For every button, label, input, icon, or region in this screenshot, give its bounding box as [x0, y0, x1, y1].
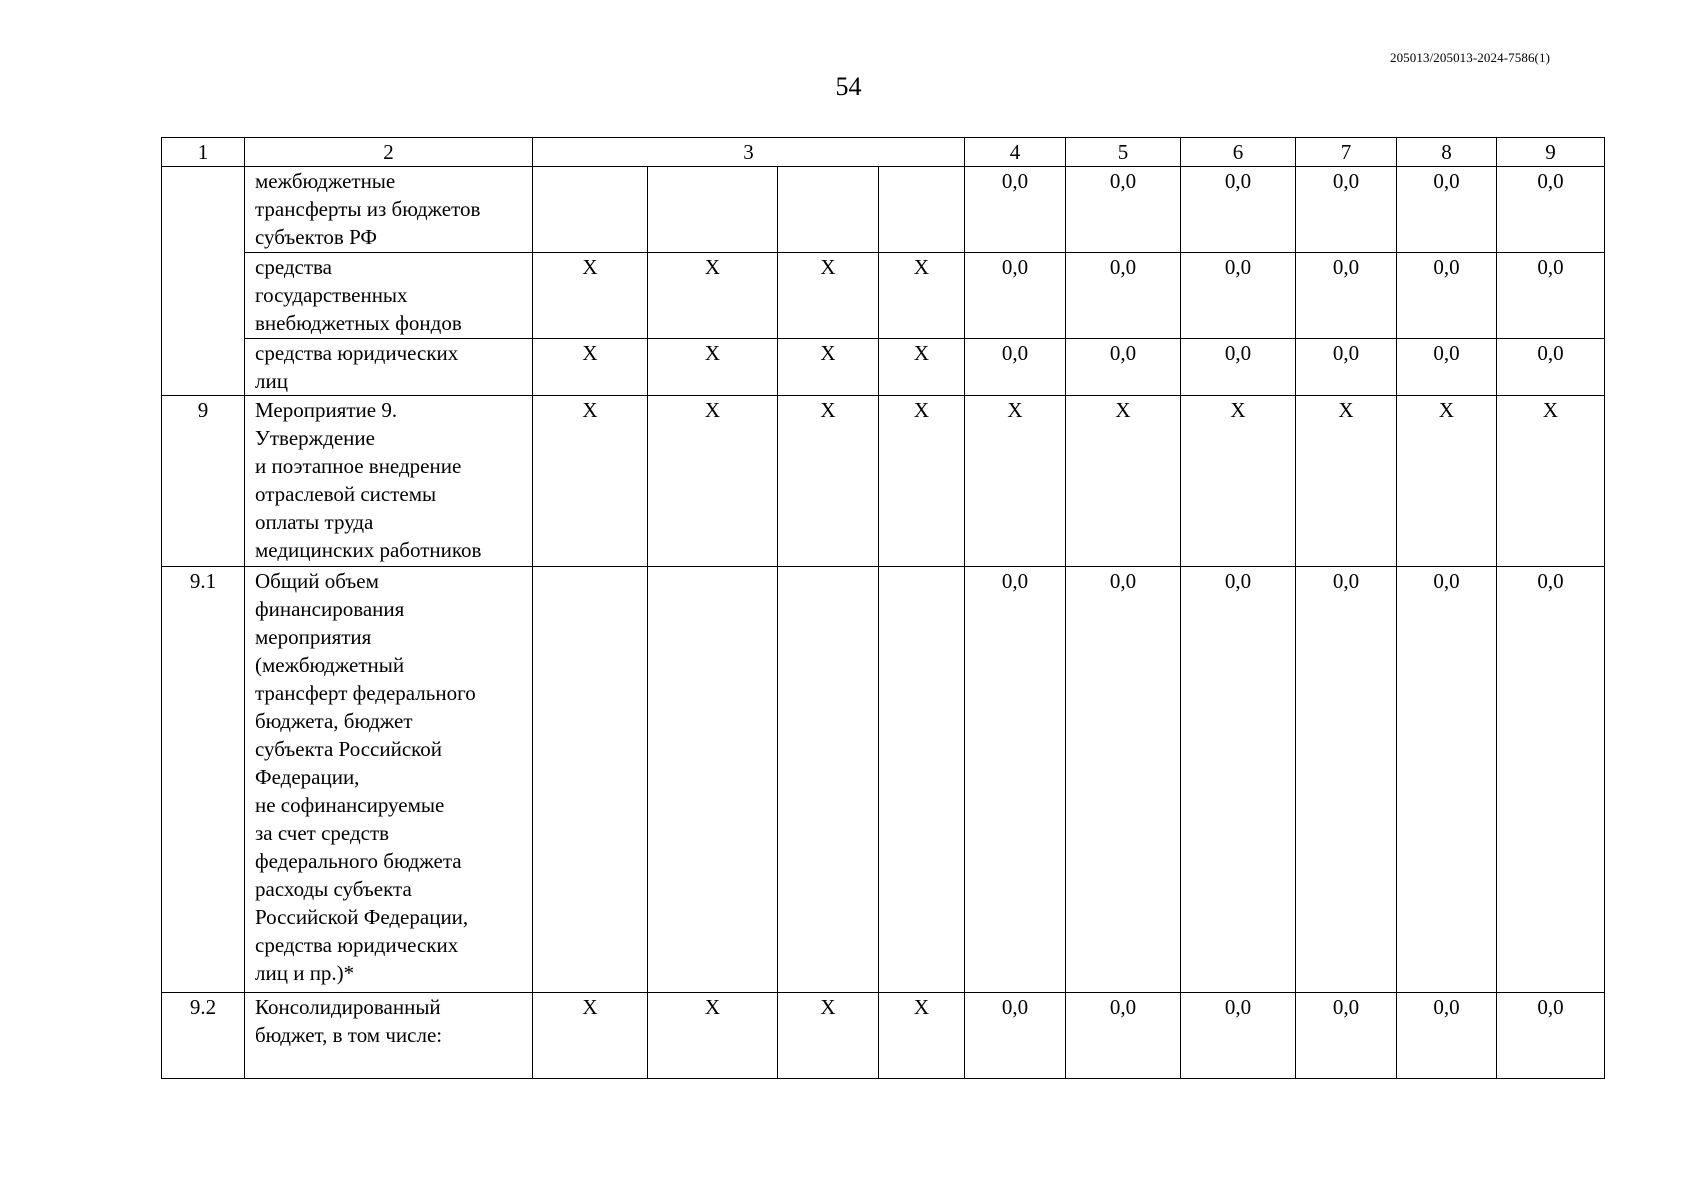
table-row	[162, 567, 1605, 993]
description-line: субъекта Российской	[255, 737, 443, 761]
description-line: средства юридических	[255, 341, 459, 365]
description-line: трансферт федерального	[255, 681, 476, 705]
col3-subcell: Х	[778, 993, 879, 1079]
table-row	[162, 993, 1605, 1079]
value-cell: 0,0	[1066, 339, 1181, 396]
description-cell	[245, 167, 533, 253]
row-number-cell: 9	[162, 396, 245, 567]
description-line: Федерации,	[255, 765, 360, 789]
header-cell: 6	[1181, 138, 1296, 167]
row-number-cell: 9.1	[162, 567, 245, 993]
value-cell: 0,0	[1397, 167, 1497, 253]
col3-subcell	[648, 167, 778, 253]
table-row	[162, 339, 1605, 396]
description-line: Российской Федерации,	[255, 905, 469, 929]
description-line: Консолидированный	[255, 995, 441, 1019]
description-line: средства юридических	[255, 933, 459, 957]
value-cell: 0,0	[1397, 253, 1497, 339]
description-line: межбюджетные	[255, 169, 396, 193]
header-cell: 8	[1397, 138, 1497, 167]
table-row	[162, 396, 1605, 567]
description-line: Утверждение	[255, 426, 375, 450]
header-cell: 2	[245, 138, 533, 167]
col3-subcell	[648, 567, 778, 993]
col3-subcell: Х	[879, 993, 965, 1079]
value-cell: 0,0	[1181, 567, 1296, 993]
description-line: внебюджетных фондов	[255, 311, 462, 335]
col3-subcell: Х	[648, 396, 778, 567]
value-cell: 0,0	[1497, 253, 1605, 339]
value-cell: Х	[1296, 396, 1397, 567]
value-cell: 0,0	[1296, 167, 1397, 253]
col3-subcell	[533, 567, 648, 993]
page-number: 54	[835, 72, 862, 101]
description-line: лиц и пр.)*	[255, 961, 355, 985]
col3-subcell: Х	[879, 396, 965, 567]
description-line: (межбюджетный	[255, 653, 405, 677]
col3-subcell: Х	[879, 339, 965, 396]
description-line: субъектов РФ	[255, 225, 378, 249]
value-cell: 0,0	[965, 167, 1066, 253]
value-cell: 0,0	[1497, 167, 1605, 253]
value-cell: 0,0	[1181, 253, 1296, 339]
value-cell: 0,0	[965, 567, 1066, 993]
description-line: лиц	[255, 369, 288, 393]
value-cell: 0,0	[1397, 567, 1497, 993]
row-number-cell	[162, 167, 245, 396]
table-row	[162, 167, 1605, 253]
col3-subcell: Х	[648, 993, 778, 1079]
value-cell: Х	[965, 396, 1066, 567]
value-cell: 0,0	[1296, 339, 1397, 396]
col3-subcell: Х	[648, 253, 778, 339]
value-cell: 0,0	[1181, 339, 1296, 396]
col3-subcell	[533, 167, 648, 253]
description-line: государственных	[255, 283, 408, 307]
value-cell: 0,0	[1066, 253, 1181, 339]
value-cell: 0,0	[1497, 993, 1605, 1079]
description-line: медицинских работников	[255, 538, 482, 562]
table-row	[162, 253, 1605, 339]
value-cell: 0,0	[1066, 993, 1181, 1079]
row-number-cell: 9.2	[162, 993, 245, 1079]
value-cell: 0,0	[1066, 167, 1181, 253]
value-cell: 0,0	[1181, 993, 1296, 1079]
value-cell: 0,0	[965, 253, 1066, 339]
value-cell: 0,0	[1497, 339, 1605, 396]
value-cell: 0,0	[965, 993, 1066, 1079]
description-cell	[245, 567, 533, 993]
description-cell	[245, 396, 533, 567]
description-line: трансферты из бюджетов	[255, 197, 481, 221]
description-line: за счет средств	[255, 821, 390, 845]
col3-subcell: Х	[778, 396, 879, 567]
value-cell: 0,0	[1497, 567, 1605, 993]
header-cell: 4	[965, 138, 1066, 167]
col3-subcell	[778, 167, 879, 253]
col3-subcell: Х	[778, 253, 879, 339]
col3-subcell: Х	[533, 253, 648, 339]
value-cell: 0,0	[965, 339, 1066, 396]
header-cell: 7	[1296, 138, 1397, 167]
header-cell: 1	[162, 138, 245, 167]
description-cell	[245, 339, 533, 396]
value-cell: Х	[1066, 396, 1181, 567]
document-id: 205013/205013-2024-7586(1)	[1389, 50, 1550, 65]
value-cell: 0,0	[1397, 993, 1497, 1079]
description-line: бюджет, в том числе:	[255, 1023, 443, 1047]
col3-subcell	[879, 567, 965, 993]
description-line: и поэтапное внедрение	[255, 454, 462, 478]
description-line: Мероприятие 9.	[255, 398, 398, 422]
col3-subcell: Х	[879, 253, 965, 339]
value-cell: 0,0	[1296, 253, 1397, 339]
header-cell: 9	[1497, 138, 1605, 167]
value-cell: Х	[1497, 396, 1605, 567]
description-line: не софинансируемые	[255, 793, 445, 817]
value-cell: 0,0	[1296, 567, 1397, 993]
description-line: бюджета, бюджет	[255, 709, 413, 733]
col3-subcell: Х	[533, 396, 648, 567]
col3-subcell: Х	[533, 339, 648, 396]
description-line: мероприятия	[255, 625, 372, 649]
description-line: расходы субъекта	[255, 877, 412, 901]
budget-table	[161, 137, 1605, 1079]
col3-subcell: Х	[778, 339, 879, 396]
header-row	[162, 138, 1605, 167]
description-line: финансирования	[255, 597, 405, 621]
col3-subcell: Х	[533, 993, 648, 1079]
description-cell	[245, 993, 533, 1079]
description-line: отраслевой системы	[255, 482, 437, 506]
col3-subcell	[778, 567, 879, 993]
description-cell	[245, 253, 533, 339]
value-cell: 0,0	[1296, 993, 1397, 1079]
header-cell: 5	[1066, 138, 1181, 167]
value-cell: Х	[1397, 396, 1497, 567]
value-cell: 0,0	[1066, 567, 1181, 993]
col3-subcell: Х	[648, 339, 778, 396]
description-line: оплаты труда	[255, 510, 374, 534]
value-cell: Х	[1181, 396, 1296, 567]
description-line: средства	[255, 255, 333, 279]
value-cell: 0,0	[1397, 339, 1497, 396]
value-cell: 0,0	[1181, 167, 1296, 253]
description-line: федерального бюджета	[255, 849, 462, 873]
col3-subcell	[879, 167, 965, 253]
description-line: Общий объем	[255, 569, 379, 593]
header-cell: 3	[533, 138, 965, 167]
